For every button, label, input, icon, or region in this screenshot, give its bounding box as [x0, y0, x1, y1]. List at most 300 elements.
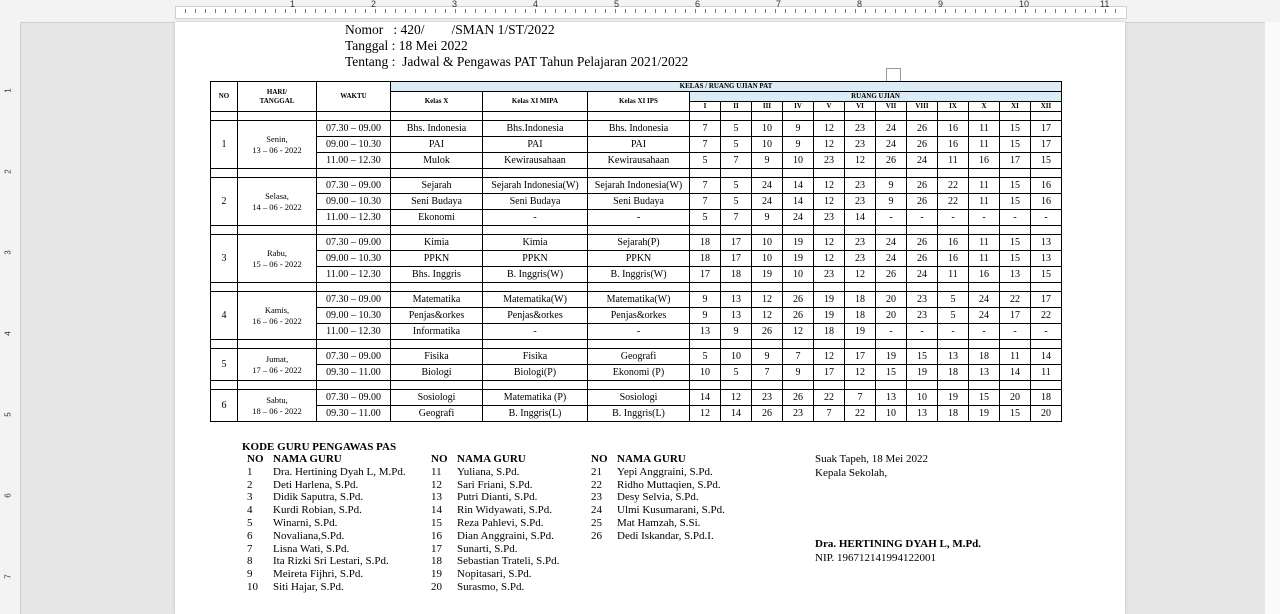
- spacer-cell: [483, 169, 588, 178]
- ruler-number: 6: [3, 493, 13, 498]
- ruler-tick: [485, 9, 486, 13]
- guru-name: Winarni, S.Pd.: [273, 516, 338, 529]
- col-waktu: WAKTU: [317, 82, 391, 112]
- signature-role: Kepala Sekolah,: [815, 467, 888, 479]
- guru-header-row: [243, 453, 406, 466]
- ruler-tick: [895, 9, 896, 13]
- subject-cell: B. Inggris(W): [588, 267, 690, 283]
- spacer-cell: [721, 283, 752, 292]
- guru-row: [427, 517, 559, 530]
- subject-cell: Kimia: [391, 235, 483, 251]
- ruang-header: V: [814, 102, 845, 112]
- guru-row: [427, 504, 559, 517]
- spacer-cell: [752, 381, 783, 390]
- spacer-cell: [938, 340, 969, 349]
- ruler-tick: [885, 9, 886, 13]
- room-cell: 5: [938, 308, 969, 324]
- spacer-cell: [938, 283, 969, 292]
- time-cell: 07.30 – 09.00: [317, 121, 391, 137]
- subject-cell: Sejarah Indonesia(W): [588, 178, 690, 194]
- ruler-tick: [765, 9, 766, 13]
- ruler-tick: [805, 9, 806, 13]
- room-cell: 22: [845, 406, 876, 422]
- room-cell: 5: [690, 349, 721, 365]
- room-cell: 5: [721, 178, 752, 194]
- table-row: [211, 251, 1062, 267]
- spacer-cell: [211, 340, 238, 349]
- ruler-number: 10: [1019, 0, 1030, 9]
- room-cell: 26: [907, 194, 938, 210]
- guru-number: 17: [431, 542, 442, 555]
- room-cell: 19: [845, 324, 876, 340]
- room-cell: 10: [907, 390, 938, 406]
- subject-cell: Biologi: [391, 365, 483, 381]
- spacer-cell: [690, 340, 721, 349]
- ruler-tick: [395, 9, 396, 13]
- subject-cell: Penjas&orkes: [483, 308, 588, 324]
- room-cell: 23: [907, 308, 938, 324]
- room-cell: 12: [845, 365, 876, 381]
- day-date: [238, 292, 317, 340]
- room-cell: 23: [845, 137, 876, 153]
- guru-number: 4: [247, 504, 253, 517]
- ruler-tick: [565, 9, 566, 13]
- room-cell: 19: [814, 292, 845, 308]
- ruler-tick: [995, 9, 996, 13]
- subject-cell: Fisika: [483, 349, 588, 365]
- room-cell: 14: [690, 390, 721, 406]
- spacer-cell: [969, 340, 1000, 349]
- spacer-cell: [752, 283, 783, 292]
- ruler-tick: [965, 9, 966, 13]
- guru-name: Deti Harlena, S.Pd.: [273, 478, 359, 491]
- spacer-cell: [391, 169, 483, 178]
- spacer-cell: [317, 226, 391, 235]
- ruler-tick: [375, 9, 376, 13]
- guru-name: Rin Widyawati, S.Pd.: [457, 504, 552, 517]
- room-cell: 11: [1000, 349, 1031, 365]
- col-kelas-ruang: KELAS / RUANG UJIAN PAT: [391, 82, 1062, 92]
- spacer-cell: [588, 169, 690, 178]
- room-cell: 17: [1031, 137, 1062, 153]
- day-number: 3: [211, 235, 238, 283]
- guru-row: [427, 581, 559, 594]
- table-row: [211, 308, 1062, 324]
- ruler-tick: [695, 9, 696, 13]
- spacer-cell: [783, 340, 814, 349]
- room-cell: 5: [721, 194, 752, 210]
- ruler-number: 1: [3, 88, 13, 93]
- spacer-cell: [483, 112, 588, 121]
- guru-number: 22: [591, 478, 602, 491]
- ruler-tick: [365, 9, 366, 13]
- room-cell: 11: [969, 251, 1000, 267]
- subject-cell: Ekonomi: [391, 210, 483, 226]
- room-cell: 16: [969, 153, 1000, 169]
- subject-cell: PPKN: [483, 251, 588, 267]
- room-cell: 13: [969, 365, 1000, 381]
- room-cell: 26: [783, 390, 814, 406]
- guru-name: Siti Hajar, S.Pd.: [273, 580, 344, 593]
- ruler-tick: [785, 9, 786, 13]
- ruler-tick: [645, 9, 646, 13]
- day-number: 1: [211, 121, 238, 169]
- time-cell: 11.00 – 12.30: [317, 324, 391, 340]
- col-kelas-mipa: Kelas XI MIPA: [483, 92, 588, 112]
- ruler-tick: [655, 9, 656, 13]
- col-ruang-ujian: RUANG UJIAN: [690, 92, 1062, 102]
- ruler-tick: [1085, 9, 1086, 13]
- spacer-cell: [845, 340, 876, 349]
- spacer-cell: [1000, 112, 1031, 121]
- room-cell: 14: [783, 178, 814, 194]
- subject-cell: Ekonomi (P): [588, 365, 690, 381]
- no-label: NO: [247, 453, 264, 465]
- subject-cell: Penjas&orkes: [588, 308, 690, 324]
- room-cell: 23: [845, 194, 876, 210]
- room-cell: 14: [845, 210, 876, 226]
- spacer-cell: [814, 226, 845, 235]
- guru-row: [243, 555, 406, 568]
- subject-cell: B. Inggris(L): [588, 406, 690, 422]
- guru-header-row: [427, 453, 559, 466]
- subject-cell: Bhs. Inggris: [391, 267, 483, 283]
- guru-number: 24: [591, 504, 602, 517]
- spacer-cell: [814, 283, 845, 292]
- guru-row: [587, 479, 725, 492]
- guru-number: 10: [247, 580, 258, 593]
- nama-label: NAMA GURU: [457, 453, 526, 465]
- time-cell: 09.00 – 10.30: [317, 137, 391, 153]
- room-cell: 12: [783, 324, 814, 340]
- spacer-cell: [845, 112, 876, 121]
- guru-row: [587, 504, 725, 517]
- spacer-cell: [211, 169, 238, 178]
- ruler-tick: [795, 9, 796, 13]
- spacer-cell: [1031, 112, 1062, 121]
- room-cell: 18: [814, 324, 845, 340]
- table-row: [211, 406, 1062, 422]
- ruler-number: 2: [371, 0, 377, 9]
- room-cell: 17: [1000, 308, 1031, 324]
- ruler-tick: [295, 9, 296, 13]
- guru-name: Mat Hamzah, S.Si.: [617, 516, 701, 529]
- kode-guru-title: KODE GURU PENGAWAS PAS: [242, 441, 397, 453]
- day-tanggal: 18 – 06 - 2022: [252, 405, 302, 416]
- ruler-tick: [415, 9, 416, 13]
- subject-cell: Seni Budaya: [588, 194, 690, 210]
- room-cell: 15: [1000, 194, 1031, 210]
- room-cell: 11: [938, 267, 969, 283]
- subject-cell: Sejarah: [391, 178, 483, 194]
- ruang-header: IV: [783, 102, 814, 112]
- room-cell: 19: [969, 406, 1000, 422]
- ruler-tick: [1075, 9, 1076, 13]
- ruler-tick: [1015, 9, 1016, 13]
- room-cell: 19: [783, 251, 814, 267]
- time-cell: 11.00 – 12.30: [317, 153, 391, 169]
- ruler-tick: [1065, 9, 1066, 13]
- spacer-cell: [814, 381, 845, 390]
- schedule-table: [210, 81, 1062, 422]
- tentang-line: Tentang : Jadwal & Pengawas PAT Tahun Pelajaran 2021/2022: [345, 54, 689, 69]
- spacer-cell: [907, 112, 938, 121]
- ruler-tick: [355, 9, 356, 13]
- room-cell: 24: [907, 153, 938, 169]
- room-cell: 15: [1000, 251, 1031, 267]
- ruler-tick: [445, 9, 446, 13]
- room-cell: 15: [907, 349, 938, 365]
- col-no: NO: [211, 82, 238, 112]
- guru-number: 23: [591, 491, 602, 504]
- room-cell: 24: [752, 178, 783, 194]
- ruler-tick: [325, 9, 326, 13]
- guru-name: Reza Pahlevi, S.Pd.: [457, 516, 544, 529]
- spacer-cell: [238, 283, 317, 292]
- ruler-number: 8: [857, 0, 863, 9]
- guru-number: 3: [247, 491, 253, 504]
- room-cell: -: [876, 324, 907, 340]
- spacer-cell: [721, 226, 752, 235]
- room-cell: 18: [845, 292, 876, 308]
- ruler-tick: [425, 9, 426, 13]
- room-cell: 14: [1031, 349, 1062, 365]
- ruler-tick: [905, 9, 906, 13]
- time-cell: 07.30 – 09.00: [317, 292, 391, 308]
- document-page[interactable]: [175, 22, 1125, 614]
- day-date: [238, 178, 317, 226]
- room-cell: 26: [783, 292, 814, 308]
- spacer-cell: [690, 226, 721, 235]
- subject-cell: -: [483, 324, 588, 340]
- ruler-tick: [245, 9, 246, 13]
- guru-name: Dedi Iskandar, S.Pd.I.: [617, 529, 714, 542]
- room-cell: 18: [969, 349, 1000, 365]
- spacer-cell: [1031, 340, 1062, 349]
- ruler-tick: [525, 9, 526, 13]
- guru-name: Didik Saputra, S.Pd.: [273, 491, 364, 504]
- room-cell: 9: [752, 210, 783, 226]
- subject-cell: -: [588, 324, 690, 340]
- guru-number: 7: [247, 542, 253, 555]
- spacer-cell: [391, 340, 483, 349]
- vertical-ruler[interactable]: [0, 22, 21, 614]
- room-cell: 22: [938, 194, 969, 210]
- ruler-number: 2: [3, 169, 13, 174]
- room-cell: -: [969, 210, 1000, 226]
- guru-name: Meireta Fijhri, S.Pd.: [273, 568, 364, 581]
- room-cell: 19: [752, 267, 783, 283]
- spacer-cell: [969, 112, 1000, 121]
- room-cell: 26: [752, 406, 783, 422]
- spacer-cell: [317, 169, 391, 178]
- nama-label: NAMA GURU: [617, 453, 686, 465]
- guru-column-2: [427, 453, 559, 594]
- room-cell: 23: [814, 267, 845, 283]
- room-cell: 24: [876, 121, 907, 137]
- guru-column-1: [243, 453, 406, 594]
- day-number: 2: [211, 178, 238, 226]
- spacer-cell: [938, 381, 969, 390]
- room-cell: 26: [907, 235, 938, 251]
- tanggal-line: Tanggal : 18 Mei 2022: [345, 38, 468, 53]
- subject-cell: Sejarah Indonesia(W): [483, 178, 588, 194]
- ruler-tick: [535, 9, 536, 13]
- room-cell: 26: [876, 153, 907, 169]
- table-row: [211, 210, 1062, 226]
- subject-cell: Sosiologi: [391, 390, 483, 406]
- spacer-cell: [1031, 381, 1062, 390]
- room-cell: 16: [1031, 194, 1062, 210]
- room-cell: 12: [814, 178, 845, 194]
- ruang-header: II: [721, 102, 752, 112]
- ruler-tick: [545, 9, 546, 13]
- guru-row: [427, 466, 559, 479]
- right-margin: [1265, 22, 1280, 614]
- ruler-number: 11: [1100, 0, 1110, 9]
- room-cell: 7: [845, 390, 876, 406]
- subject-cell: PAI: [588, 137, 690, 153]
- room-cell: 18: [690, 235, 721, 251]
- spacer-cell: [721, 340, 752, 349]
- room-cell: 17: [721, 251, 752, 267]
- spacer-cell: [876, 340, 907, 349]
- spacer-cell: [845, 169, 876, 178]
- ruler-tick: [1005, 9, 1006, 13]
- horizontal-ruler[interactable]: [0, 0, 1280, 23]
- spacer-cell: [969, 226, 1000, 235]
- spacer-cell: [483, 226, 588, 235]
- room-cell: 11: [969, 235, 1000, 251]
- guru-number: 13: [431, 491, 442, 504]
- room-cell: 13: [1000, 267, 1031, 283]
- room-cell: 9: [783, 121, 814, 137]
- spacer-cell: [211, 112, 238, 121]
- spacer-cell: [238, 169, 317, 178]
- spacer-row: [211, 112, 1062, 121]
- guru-name: Nopitasari, S.Pd.: [457, 568, 532, 581]
- room-cell: 10: [690, 365, 721, 381]
- spacer-cell: [317, 112, 391, 121]
- ruang-header: X: [969, 102, 1000, 112]
- table-row: [211, 153, 1062, 169]
- room-cell: 20: [876, 292, 907, 308]
- guru-name: Kurdi Robian, S.Pd.: [273, 504, 362, 517]
- ruler-tick: [665, 9, 666, 13]
- guru-number: 18: [431, 555, 442, 568]
- guru-row: [427, 479, 559, 492]
- room-cell: 23: [845, 178, 876, 194]
- guru-name: Surasmo, S.Pd.: [457, 580, 525, 593]
- ruler-tick: [625, 9, 626, 13]
- spacer-cell: [783, 112, 814, 121]
- ruler-tick: [345, 9, 346, 13]
- room-cell: 12: [814, 349, 845, 365]
- room-cell: 12: [721, 390, 752, 406]
- table-row: [211, 121, 1062, 137]
- spacer-row: [211, 169, 1062, 178]
- guru-row: [243, 491, 406, 504]
- table-row: [211, 324, 1062, 340]
- room-cell: 17: [814, 365, 845, 381]
- day-date: [238, 349, 317, 381]
- room-cell: 10: [783, 153, 814, 169]
- room-cell: 7: [690, 121, 721, 137]
- room-cell: 5: [721, 137, 752, 153]
- room-cell: 26: [752, 324, 783, 340]
- ruler-tick: [615, 9, 616, 13]
- ruler-tick: [855, 9, 856, 13]
- day-date: [238, 235, 317, 283]
- nomor-line: Nomor : 420/ /SMAN 1/ST/2022: [345, 22, 555, 37]
- room-cell: 18: [938, 365, 969, 381]
- ruler-tick: [495, 9, 496, 13]
- day-name: Selasa,: [265, 190, 289, 201]
- subject-cell: Matematika: [391, 292, 483, 308]
- guru-number: 16: [431, 529, 442, 542]
- spacer-cell: [317, 381, 391, 390]
- spacer-cell: [211, 283, 238, 292]
- ruler-tick: [685, 9, 686, 13]
- spacer-cell: [814, 340, 845, 349]
- guru-row: [243, 479, 406, 492]
- ruler-number: 7: [776, 0, 782, 9]
- room-cell: 18: [721, 267, 752, 283]
- time-cell: 07.30 – 09.00: [317, 178, 391, 194]
- ruler-tick: [185, 9, 186, 13]
- room-cell: 13: [876, 390, 907, 406]
- subject-cell: -: [588, 210, 690, 226]
- guru-number: 21: [591, 465, 602, 478]
- room-cell: 12: [752, 308, 783, 324]
- room-cell: -: [876, 210, 907, 226]
- guru-row: [427, 555, 559, 568]
- ruang-header: I: [690, 102, 721, 112]
- guru-row: [427, 491, 559, 504]
- spacer-cell: [907, 169, 938, 178]
- room-cell: 10: [752, 235, 783, 251]
- time-cell: 09.00 – 10.30: [317, 251, 391, 267]
- guru-header-row: [587, 453, 725, 466]
- ruler-tick: [825, 9, 826, 13]
- guru-number: 2: [247, 478, 253, 491]
- ruler-number: 5: [614, 0, 620, 9]
- guru-name: Yuliana, S.Pd.: [457, 465, 520, 478]
- room-cell: -: [938, 324, 969, 340]
- room-cell: 15: [969, 390, 1000, 406]
- no-label: NO: [591, 453, 608, 465]
- spacer-cell: [721, 381, 752, 390]
- ruler-number: 3: [452, 0, 458, 9]
- spacer-cell: [938, 112, 969, 121]
- room-cell: 12: [814, 121, 845, 137]
- ruler-tick: [955, 9, 956, 13]
- signature-place-date: Suak Tapeh, 18 Mei 2022: [815, 453, 928, 465]
- spacer-cell: [876, 112, 907, 121]
- ruang-header: VIII: [907, 102, 938, 112]
- room-cell: -: [969, 324, 1000, 340]
- table-row: [211, 267, 1062, 283]
- spacer-cell: [391, 283, 483, 292]
- subject-cell: PAI: [391, 137, 483, 153]
- table-row: [211, 178, 1062, 194]
- room-cell: 11: [969, 178, 1000, 194]
- table-row: [211, 235, 1062, 251]
- spacer-cell: [1000, 381, 1031, 390]
- ruler-tick: [1045, 9, 1046, 13]
- subject-cell: Kewirausahaan: [588, 153, 690, 169]
- spacer-cell: [876, 283, 907, 292]
